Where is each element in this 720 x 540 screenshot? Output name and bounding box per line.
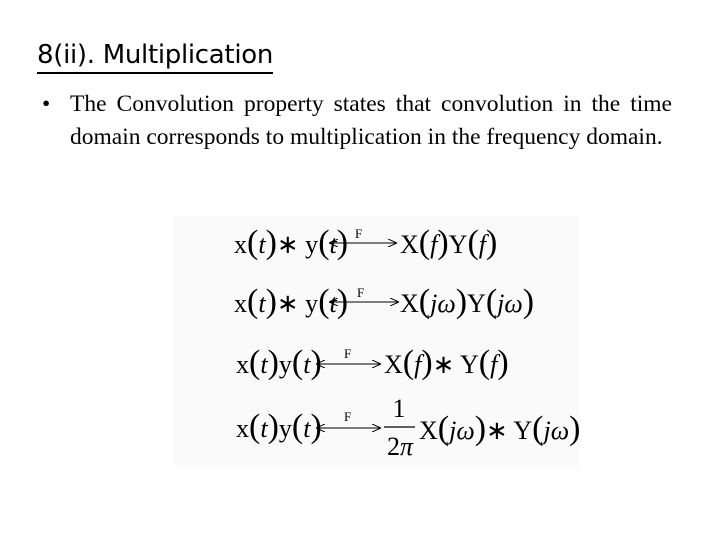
equation-2 (234, 283, 534, 320)
equation-3 (236, 344, 509, 381)
slide-title: 8(ii). Multiplication (37, 38, 273, 74)
eq3-lhs: x(t)y(t) (236, 344, 322, 381)
eq2-rhs: X(jω)Y(jω) (400, 283, 535, 320)
eq1-lhs: x(t)∗ y(t) (234, 224, 349, 261)
eq2-transform-label: F (357, 285, 365, 300)
eq4-rhs: X(jω)∗ Y(jω) (419, 410, 581, 447)
convolution-formulas (174, 215, 579, 467)
equation-1 (234, 224, 497, 261)
equation-4 (236, 394, 580, 461)
formula-image (174, 215, 579, 467)
fraction-denominator: 2π (386, 432, 414, 461)
eq1-rhs: X(f)Y(f) (400, 224, 498, 261)
eq3-transform-label: F (344, 346, 352, 361)
bullet-item (42, 88, 672, 154)
eq4-lhs: x(t)y(t) (236, 408, 322, 445)
eq3-rhs: X(f)∗ Y(f) (384, 344, 509, 381)
eq4-transform-label: F (344, 409, 352, 424)
fraction-numerator: 1 (392, 394, 406, 423)
eq2-lhs: x(t)∗ y(t) (234, 283, 349, 320)
eq1-transform-label: F (355, 226, 363, 241)
bullet-text: The Convolution property states that convolution in the time domain corresponds to multiplication in the frequency domain. (70, 91, 672, 150)
bullet-marker: • (42, 91, 51, 117)
